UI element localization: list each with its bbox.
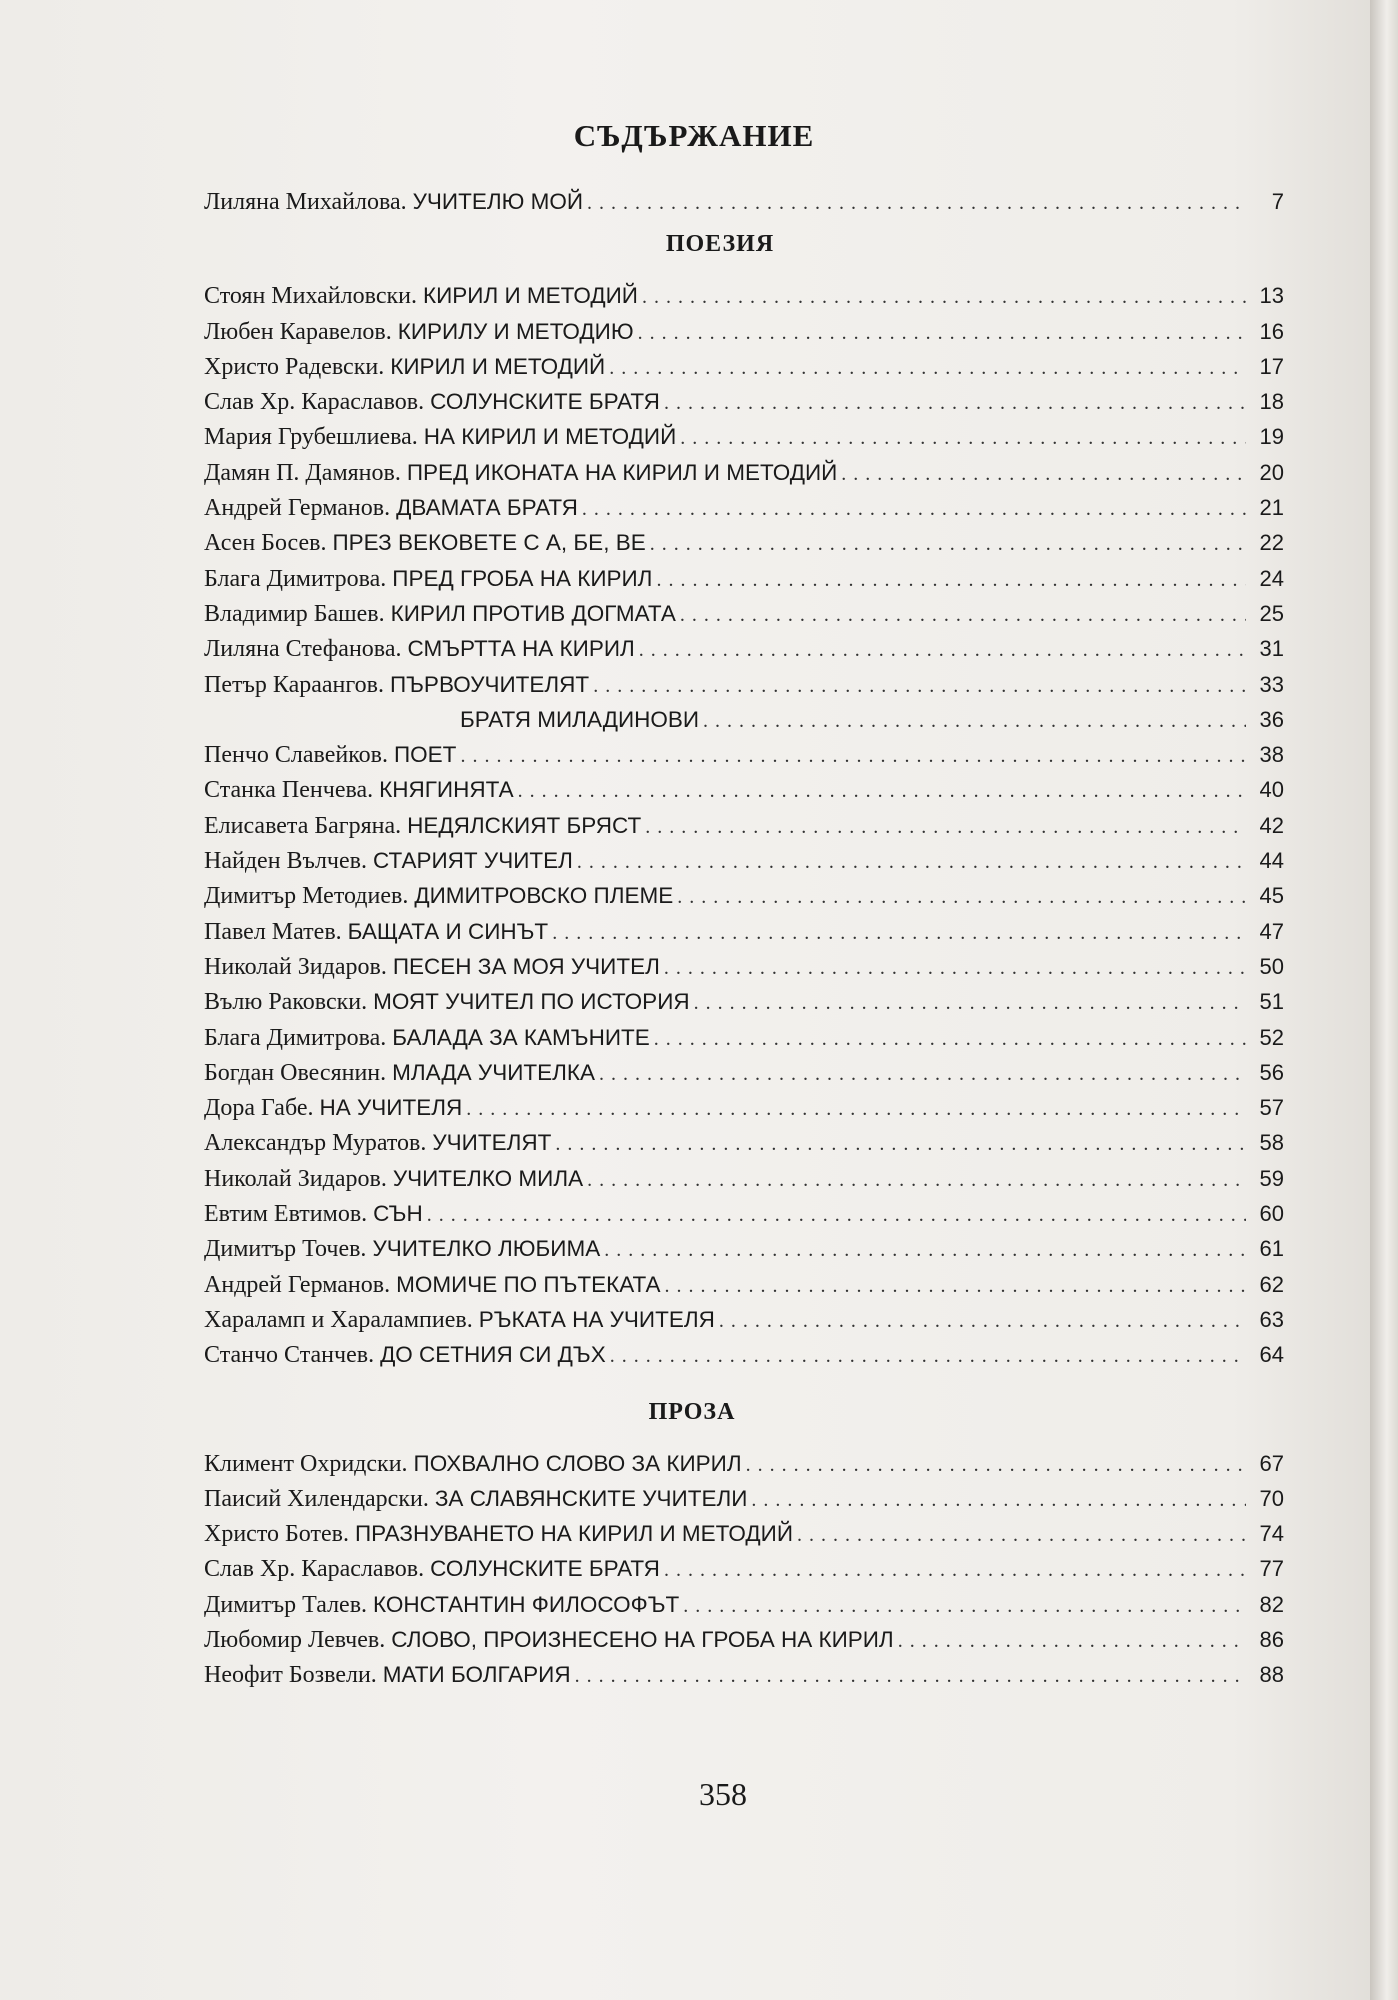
entry-author: Димитър Методиев. xyxy=(204,883,409,910)
leader-dots xyxy=(555,1127,1246,1162)
entry-author: Павел Матев. xyxy=(204,918,342,945)
entry-author: Стоян Михайловски. xyxy=(204,283,417,310)
leader-dots xyxy=(577,845,1246,880)
leader-dots xyxy=(664,386,1246,421)
page-edge xyxy=(1370,0,1398,2000)
leader-dots xyxy=(664,1553,1246,1588)
leader-dots xyxy=(575,1659,1246,1694)
entry-title: СЪН xyxy=(373,1201,423,1227)
leader-dots xyxy=(650,527,1246,562)
section-heading: ПОЕЗИЯ xyxy=(665,231,775,258)
entry-title: СЛОВО, ПРОИЗНЕСЕНО НА ГРОБА НА КИРИЛ xyxy=(391,1626,894,1652)
entry-author: Николай Зидаров. xyxy=(204,1165,387,1192)
entry-page: 56 xyxy=(1259,1059,1284,1085)
leader-dots xyxy=(593,669,1246,704)
entry-author: Евтим Евтимов. xyxy=(204,1201,368,1228)
entry-page: 22 xyxy=(1259,530,1284,556)
entry-author: Блага Димитрова. xyxy=(204,565,387,592)
entry-author: Асен Босев. xyxy=(204,530,327,557)
entry-title: ПОЕТ xyxy=(394,742,457,768)
leader-dots xyxy=(746,1448,1246,1483)
leader-dots xyxy=(719,1304,1246,1339)
entry-title: РЪКАТА НА УЧИТЕЛЯ xyxy=(478,1306,715,1332)
entry-author: Лиляна Стефанова. xyxy=(204,636,402,663)
entry-page: 45 xyxy=(1259,883,1284,909)
entry-title: УЧИТЕЛЮ МОЙ xyxy=(412,189,584,214)
entry-title: ЗА СЛАВЯНСКИТЕ УЧИТЕЛИ xyxy=(434,1485,748,1511)
entry-page: 38 xyxy=(1259,742,1284,768)
entry-page: 61 xyxy=(1259,1236,1284,1262)
toc-entry xyxy=(204,1434,1284,1477)
toc-entry-intro xyxy=(204,172,1284,215)
leader-dots xyxy=(427,1198,1246,1233)
entry-author: Неофит Бозвели. xyxy=(204,1662,377,1689)
leader-dots xyxy=(460,739,1246,774)
entry-page: 74 xyxy=(1259,1521,1284,1547)
entry-title: БРАТЯ МИЛАДИНОВИ xyxy=(460,706,700,732)
entry-page: 21 xyxy=(1259,495,1284,521)
entry-page: 50 xyxy=(1259,953,1284,979)
entry-author: Слав Хр. Караславов. xyxy=(204,1556,425,1583)
entry-title: МОМИЧЕ ПО ПЪТЕКАТА xyxy=(396,1271,661,1297)
entry-author: Станка Пенчева. xyxy=(204,777,374,804)
entry-page: 63 xyxy=(1259,1306,1284,1332)
entry-page: 17 xyxy=(1259,353,1284,379)
page-number xyxy=(0,1776,1370,1813)
leader-dots xyxy=(587,186,1246,221)
entry-title: НА КИРИЛ И МЕТОДИЙ xyxy=(423,424,677,450)
entry-page: 18 xyxy=(1259,389,1284,415)
entry-title: КИРИЛ И МЕТОДИЙ xyxy=(390,353,606,379)
leader-dots xyxy=(665,1269,1246,1304)
entry-page: 59 xyxy=(1259,1165,1284,1191)
entry-author: Любомир Левчев. xyxy=(204,1626,386,1653)
entry-author: Андрей Германов. xyxy=(204,1271,391,1298)
entry-author: Христо Ботев. xyxy=(204,1521,349,1548)
entry-title: ПРЕЗ ВЕКОВЕТЕ С А, БЕ, ВЕ xyxy=(332,530,646,556)
entry-title: КНЯГИНЯТА xyxy=(379,777,514,803)
entry-page: 44 xyxy=(1259,848,1284,874)
entry-author: Петър Караангов. xyxy=(204,671,384,698)
page-number-text: 358 xyxy=(699,1776,747,1812)
table-of-contents xyxy=(204,118,1284,1689)
leader-dots xyxy=(654,1022,1246,1057)
entry-author: Любен Каравелов. xyxy=(204,318,392,345)
entry-title: ПРЕД ИКОНАТА НА КИРИЛ И МЕТОДИЙ xyxy=(406,459,838,485)
entry-page: 82 xyxy=(1259,1591,1284,1617)
entry-title: КИРИЛ И МЕТОДИЙ xyxy=(422,283,638,309)
entry-title: СОЛУНСКИТЕ БРАТЯ xyxy=(430,389,660,415)
entry-title: СТАРИЯТ УЧИТЕЛ xyxy=(372,848,573,874)
entry-title: ПОХВАЛНО СЛОВО ЗА КИРИЛ xyxy=(413,1450,742,1476)
toc-title: СЪДЪРЖАНИЕ xyxy=(573,118,815,153)
entry-page: 58 xyxy=(1259,1130,1284,1156)
entry-author: Блага Димитрова. xyxy=(204,1024,387,1051)
entry-page: 31 xyxy=(1259,636,1284,662)
entry-title: МОЯТ УЧИТЕЛ ПО ИСТОРИЯ xyxy=(373,989,690,1015)
entry-author: Слав Хр. Караславов. xyxy=(204,389,425,416)
leader-dots xyxy=(703,704,1246,739)
leader-dots xyxy=(466,1092,1246,1127)
entry-author: Богдан Овесянин. xyxy=(204,1059,387,1086)
entry-title: УЧИТЕЛКО ЛЮБИМА xyxy=(372,1236,601,1262)
entry-author: Климент Охридски. xyxy=(204,1450,408,1477)
leader-dots xyxy=(841,457,1246,492)
leader-dots xyxy=(599,1057,1246,1092)
entry-author: Димитър Талев. xyxy=(204,1591,368,1618)
entry-page: 36 xyxy=(1259,706,1284,732)
entry-title: НЕДЯЛСКИЯТ БРЯСТ xyxy=(407,812,642,838)
leader-dots xyxy=(552,916,1246,951)
entry-author: Димитър Точев. xyxy=(204,1236,367,1263)
entry-author: Дора Габе. xyxy=(204,1095,314,1122)
entry-page: 57 xyxy=(1259,1095,1284,1121)
entry-page: 88 xyxy=(1259,1662,1284,1688)
entry-title: УЧИТЕЛЯТ xyxy=(432,1130,552,1156)
entry-title: ДО СЕТНИЯ СИ ДЪХ xyxy=(380,1342,606,1368)
entry-page: 64 xyxy=(1259,1342,1284,1368)
entry-title: КИРИЛУ И МЕТОДИЮ xyxy=(397,318,634,344)
entry-author: Паисий Хилендарски. xyxy=(204,1485,429,1512)
leader-dots xyxy=(680,421,1246,456)
entry-page: 24 xyxy=(1259,565,1284,591)
entry-title: ДВАМАТА БРАТЯ xyxy=(396,495,578,521)
section-heading: ПРОЗА xyxy=(648,1398,736,1425)
entry-page: 70 xyxy=(1259,1485,1284,1511)
entry-page: 20 xyxy=(1259,459,1284,485)
entry-title: ПЪРВОУЧИТЕЛЯТ xyxy=(389,671,590,697)
entry-page: 33 xyxy=(1259,671,1284,697)
leader-dots xyxy=(694,986,1246,1021)
entry-author: Владимир Башев. xyxy=(204,600,385,627)
leader-dots xyxy=(642,280,1246,315)
entry-author: Александър Муратов. xyxy=(204,1130,427,1157)
entry-page: 86 xyxy=(1259,1626,1284,1652)
leader-dots xyxy=(683,1589,1246,1624)
entry-page: 60 xyxy=(1259,1201,1284,1227)
entry-title: МЛАДА УЧИТЕЛКА xyxy=(392,1059,595,1085)
leader-dots xyxy=(664,951,1246,986)
entry-page: 52 xyxy=(1259,1024,1284,1050)
entry-title: ПРАЗНУВАНЕТО НА КИРИЛ И МЕТОДИЙ xyxy=(354,1521,793,1547)
leader-dots xyxy=(518,774,1246,809)
leader-dots xyxy=(609,351,1246,386)
entry-title: ДИМИТРОВСКО ПЛЕМЕ xyxy=(414,883,674,909)
entry-page: 40 xyxy=(1259,777,1284,803)
leader-dots xyxy=(898,1624,1246,1659)
leader-dots xyxy=(751,1483,1246,1518)
entry-title: КИРИЛ ПРОТИВ ДОГМАТА xyxy=(390,600,676,626)
entry-author: Дамян П. Дамянов. xyxy=(204,459,401,486)
entry-page: 42 xyxy=(1259,812,1284,838)
entry-page: 16 xyxy=(1259,318,1284,344)
leader-dots xyxy=(604,1233,1246,1268)
entry-page: 62 xyxy=(1259,1271,1284,1297)
leader-dots xyxy=(645,810,1246,845)
entry-page: 77 xyxy=(1259,1556,1284,1582)
entry-author: Вълю Раковски. xyxy=(204,989,368,1016)
leader-dots xyxy=(610,1339,1246,1374)
entry-title: БАЛАДА ЗА КАМЪНИТЕ xyxy=(392,1024,650,1050)
entry-title: МАТИ БОЛГАРИЯ xyxy=(382,1662,571,1688)
entry-title: ПРЕД ГРОБА НА КИРИЛ xyxy=(392,565,653,591)
entry-title: УЧИТЕЛКО МИЛА xyxy=(392,1165,584,1191)
leader-dots xyxy=(656,563,1246,598)
leader-dots xyxy=(639,633,1246,668)
entry-title: БАЩАТА И СИНЪТ xyxy=(347,918,549,944)
entry-page: 13 xyxy=(1259,283,1284,309)
entry-author: Елисавета Багряна. xyxy=(204,812,402,839)
toc-entry xyxy=(204,266,1284,310)
leader-dots xyxy=(582,492,1246,527)
entry-title: ПЕСЕН ЗА МОЯ УЧИТЕЛ xyxy=(392,953,660,979)
entry-page: 51 xyxy=(1259,989,1284,1015)
entry-page: 25 xyxy=(1259,600,1284,626)
entry-author: Найден Вълчев. xyxy=(204,848,367,875)
entry-author: Станчо Станчев. xyxy=(204,1342,375,1369)
entry-author: Пенчо Славейков. xyxy=(204,742,388,769)
leader-dots xyxy=(587,1163,1246,1198)
entry-author: Хараламп и Харалампиев. xyxy=(204,1306,473,1333)
leader-dots xyxy=(797,1518,1246,1553)
entry-author: Христо Радевски. xyxy=(204,353,385,380)
entry-page: 19 xyxy=(1259,424,1284,450)
entry-title: СОЛУНСКИТЕ БРАТЯ xyxy=(430,1556,660,1582)
toc-sections xyxy=(204,231,1284,1689)
entry-page: 47 xyxy=(1259,918,1284,944)
entry-title: СМЪРТТА НА КИРИЛ xyxy=(407,636,635,662)
leader-dots xyxy=(680,598,1246,633)
leader-dots xyxy=(677,880,1246,915)
entry-author: Андрей Германов. xyxy=(204,495,391,522)
entry-title: НА УЧИТЕЛЯ xyxy=(319,1095,463,1121)
entry-author: Мария Грубешлиева. xyxy=(204,424,418,451)
entry-author: Николай Зидаров. xyxy=(204,953,387,980)
entry-author: Лиляна Михайлова. xyxy=(204,189,407,215)
entry-page: 7 xyxy=(1271,189,1284,214)
leader-dots xyxy=(638,316,1246,351)
entry-title: КОНСТАНТИН ФИЛОСОФЪТ xyxy=(373,1591,680,1617)
entry-page: 67 xyxy=(1259,1450,1284,1476)
